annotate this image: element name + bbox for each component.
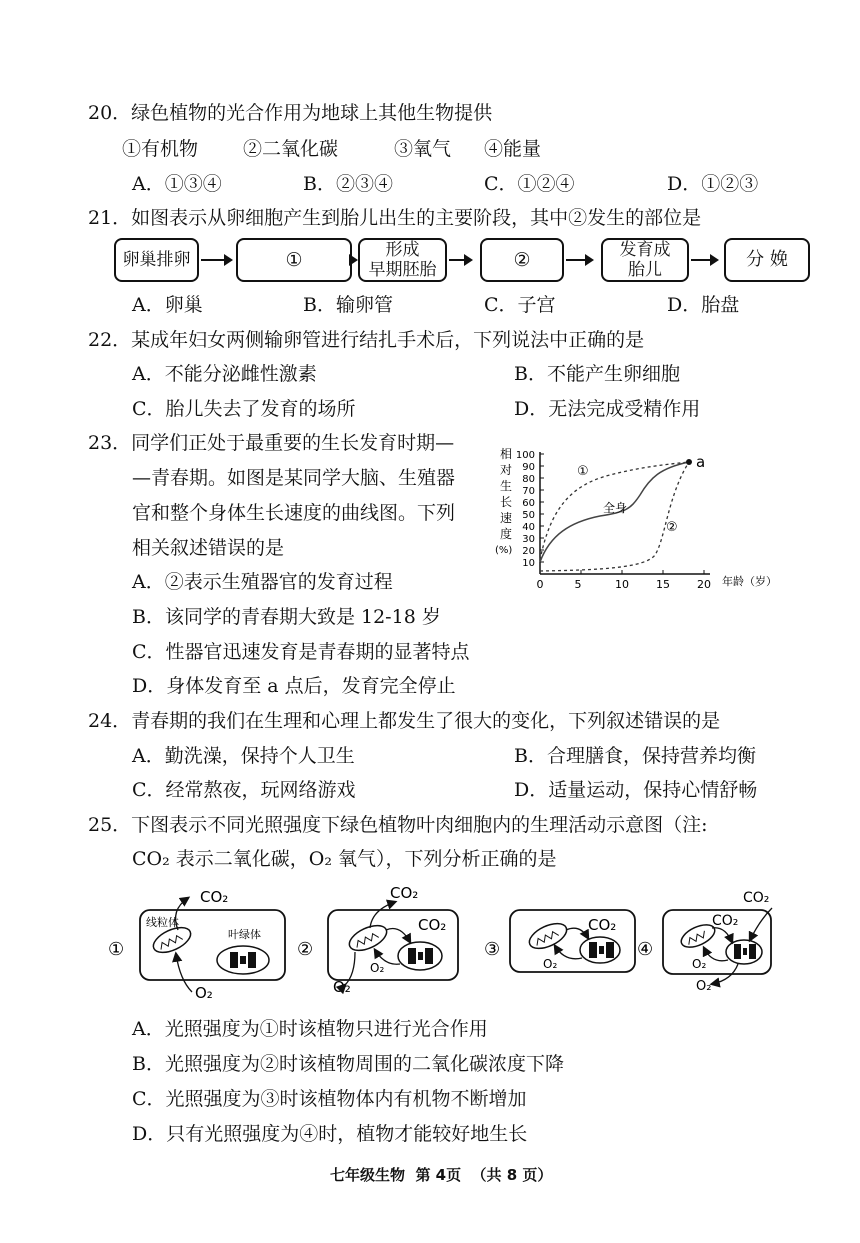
q24-option-b: B．合理膳食，保持营养均衡	[514, 745, 756, 767]
y-tick: 100	[515, 450, 535, 461]
graph-ylabel-char: 速	[500, 511, 513, 525]
o2-label: O₂	[543, 957, 558, 971]
flow-step-6: 分 娩	[724, 238, 810, 282]
curve-1-label: ①	[577, 464, 589, 479]
q22-option-d: D．无法完成受精作用	[514, 398, 701, 420]
x-tick: 0	[536, 578, 544, 591]
cell-number-4: ④	[637, 939, 654, 960]
mito-label: 线粒体	[146, 916, 179, 929]
y-tick: 20	[522, 546, 535, 557]
x-tick: 15	[656, 578, 670, 591]
q21-option-d: D．胎盘	[667, 294, 740, 316]
flow-step-3: 形成 早期胚胎	[358, 238, 447, 282]
q23-stem-2: —青春期。如图是某同学大脑、生殖器	[132, 467, 456, 489]
y-tick: 10	[522, 558, 535, 569]
o2-label: O₂	[370, 961, 385, 975]
q21-option-b: B．输卵管	[303, 294, 393, 316]
cell-number-2: ②	[297, 939, 314, 960]
q23-stem-4: 相关叙述错误的是	[132, 537, 285, 559]
q23-option-a: A．②表示生殖器官的发育过程	[132, 571, 393, 593]
q20-item-1: ①有机物	[122, 138, 199, 160]
flow-arrow	[449, 259, 471, 261]
cell-number-1: ①	[108, 939, 125, 960]
q23-option-c: C．性器官迅速发育是青春期的显著特点	[132, 641, 470, 663]
y-tick: 80	[522, 474, 535, 485]
q24-option-c: C．经常熬夜，玩网络游戏	[132, 779, 356, 801]
q20-stem: 20．绿色植物的光合作用为地球上其他生物提供	[88, 102, 493, 124]
co2-label: CO₂	[200, 888, 229, 906]
point-a	[686, 459, 692, 465]
q25-option-c: C．光照强度为③时该植物体内有机物不断增加	[132, 1088, 527, 1110]
x-tick: 10	[615, 578, 629, 591]
graph-ylabel-char: 长	[500, 495, 513, 509]
q20-option-d: D．①②③	[667, 173, 759, 195]
graph-ylabel-char: (%)	[495, 545, 513, 556]
q25-option-a: A．光照强度为①时该植物只进行光合作用	[132, 1018, 488, 1040]
flow-arrow	[566, 259, 592, 261]
flow-arrow	[201, 259, 231, 261]
q25-option-d: D．只有光照强度为④时，植物才能较好地生长	[132, 1123, 528, 1145]
point-a-label: a	[696, 453, 706, 471]
page-footer: 七年级生物 第 4页 （共 8 页）	[330, 1166, 553, 1184]
q20-option-c: C．①②④	[484, 173, 575, 195]
y-tick: 30	[522, 534, 535, 545]
co2-label: CO₂	[588, 916, 617, 934]
graph-ylabel-char: 生	[500, 479, 513, 493]
q25-option-b: B．光照强度为②时该植物周围的二氧化碳浓度下降	[132, 1053, 564, 1075]
o2-label: O₂	[333, 978, 351, 996]
q20-item-2: ②二氧化碳	[243, 138, 339, 160]
y-tick: 60	[522, 498, 535, 509]
x-tick: 20	[697, 578, 711, 591]
q25-stem-1: 25．下图表示不同光照强度下绿色植物叶肉细胞内的生理活动示意图（注:	[88, 814, 708, 836]
flow-step-5: 发育成 胎儿	[601, 238, 689, 282]
q23-stem-1: 23．同学们正处于最重要的生长发育时期—	[88, 432, 455, 454]
q24-option-a: A．勤洗澡，保持个人卫生	[132, 745, 355, 767]
q21-option-a: A．卵巢	[132, 294, 203, 316]
q20-option-b: B．②③④	[303, 173, 393, 195]
flow-step-1: 卵巢排卵	[114, 238, 199, 282]
q23-option-d: D．身体发育至 a 点后，发育完全停止	[132, 675, 456, 697]
q21-stem: 21．如图表示从卵细胞产生到胎儿出生的主要阶段，其中②发生的部位是	[88, 207, 702, 229]
flow-step-4: ②	[480, 238, 564, 282]
q20-option-a: A．①③④	[132, 173, 222, 195]
q23-option-b: B．该同学的青春期大致是 12-18 岁	[132, 606, 441, 628]
co2-label: CO₂	[743, 890, 770, 906]
q21-option-c: C．子宫	[484, 294, 556, 316]
x-tick: 5	[574, 578, 582, 591]
y-tick: 70	[522, 486, 535, 497]
chloro-label: 叶绿体	[228, 928, 261, 941]
q22-option-c: C．胎儿失去了发育的场所	[132, 398, 356, 420]
graph-ylabel-char: 度	[500, 527, 513, 541]
flow-arrow	[691, 259, 717, 261]
y-tick: 40	[522, 522, 535, 533]
o2-label: O₂	[195, 984, 213, 1002]
o2-label: O₂	[692, 957, 707, 971]
co2-label: CO₂	[418, 916, 447, 934]
co2-label: CO₂	[712, 913, 739, 929]
q22-option-b: B．不能产生卵细胞	[514, 363, 680, 385]
o2-label: O₂	[696, 979, 712, 994]
y-tick: 50	[522, 510, 535, 521]
photosynthesis-diagram	[100, 880, 790, 1005]
q25-stem-2: CO₂ 表示二氧化碳，O₂ 氧气），下列分析正确的是	[132, 848, 557, 870]
growth-curve-graph	[490, 440, 790, 600]
q22-stem: 22．某成年妇女两侧输卵管进行结扎手术后，下列说法中正确的是	[88, 329, 645, 351]
x-axis-label: 年龄（岁）	[722, 575, 777, 588]
q20-item-4: ④能量	[484, 138, 542, 160]
q22-option-a: A．不能分泌雌性激素	[132, 363, 317, 385]
q23-stem-3: 官和整个身体生长速度的曲线图。下列	[132, 502, 456, 524]
q24-option-d: D．适量运动，保持心情舒畅	[514, 779, 758, 801]
y-tick: 90	[522, 462, 535, 473]
graph-ylabel-char: 对	[500, 463, 513, 477]
curve-2-label: ②	[666, 520, 678, 535]
flow-step-2: ①	[236, 238, 352, 282]
co2-label: CO₂	[390, 884, 419, 902]
cell-number-3: ③	[484, 939, 501, 960]
q24-stem: 24．青春期的我们在生理和心理上都发生了很大的变化，下列叙述错误的是	[88, 710, 721, 732]
body-curve-label: 全身	[603, 501, 628, 515]
q20-item-3: ③氧气	[394, 138, 452, 160]
curve-reproductive	[540, 462, 689, 571]
graph-ylabel-char: 相	[500, 447, 513, 461]
flow-arrow	[354, 259, 356, 261]
